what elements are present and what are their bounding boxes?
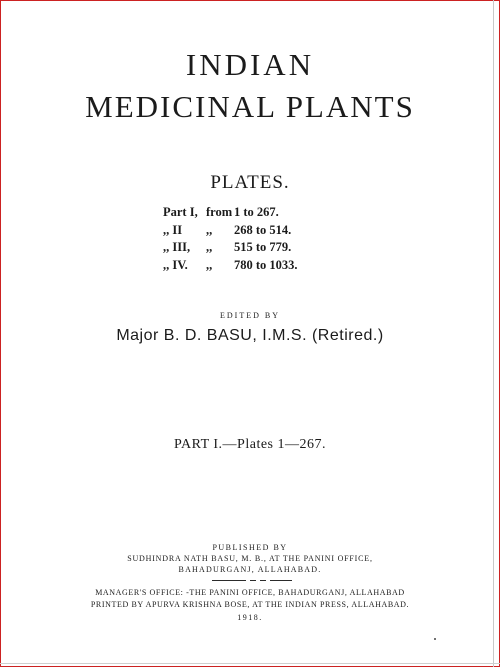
title-line-1: INDIAN — [185, 47, 315, 82]
publisher-line: SUDHINDRA NATH BASU, M. B., AT THE PANINI OFFICE, — [127, 554, 373, 563]
manager-office-line: MANAGER'S OFFICE: -THE PANINI OFFICE, BAHADURGANJ, ALLAHABAD — [95, 588, 405, 597]
divider-segment — [260, 580, 266, 581]
part-from: ,, — [206, 222, 213, 237]
divider-segment — [250, 580, 256, 581]
part-range: 780 to 1033. — [234, 257, 298, 272]
plates-part-row — [163, 239, 312, 257]
part-label: ,, II — [163, 222, 183, 237]
part-label: ,, IV. — [163, 257, 188, 272]
plates-parts-list — [163, 204, 312, 274]
divider-segment — [212, 580, 246, 581]
part-from: from — [206, 205, 233, 219]
editor-name: Major B. D. BASU, I.M.S. (Retired.) — [116, 327, 384, 344]
part-label: Part I, — [163, 205, 198, 219]
title-line-2: MEDICINAL PLANTS — [85, 89, 415, 124]
plates-part-row — [163, 204, 312, 222]
part-from: ,, — [206, 240, 213, 254]
volume-part-label: PART I.—Plates 1—267. — [173, 437, 326, 452]
publication-year: 1918. — [237, 613, 263, 622]
part-range: 1 to 267. — [234, 205, 279, 219]
part-from: ,, — [206, 257, 213, 272]
plates-heading: PLATES. — [210, 172, 290, 193]
part-range: 268 to 514. — [234, 222, 292, 237]
edited-by-label: EDITED BY — [220, 311, 280, 320]
page-edge-bottom — [0, 663, 500, 664]
divider-segment — [270, 580, 292, 581]
imprint-divider — [212, 580, 292, 581]
plates-part-row — [163, 257, 312, 275]
plates-part-row — [163, 222, 312, 240]
part-label: ,, III, — [163, 240, 191, 254]
part-range: 515 to 779. — [234, 240, 292, 254]
publisher-place: BAHADURGANJ, ALLAHABAD. — [178, 565, 322, 574]
printer-line: PRINTED BY APURVA KRISHNA BOSE, AT THE INDIAN PRESS, ALLAHABAD. — [90, 600, 410, 609]
published-by-label: PUBLISHED BY — [212, 543, 288, 552]
paper-speck — [434, 638, 436, 640]
